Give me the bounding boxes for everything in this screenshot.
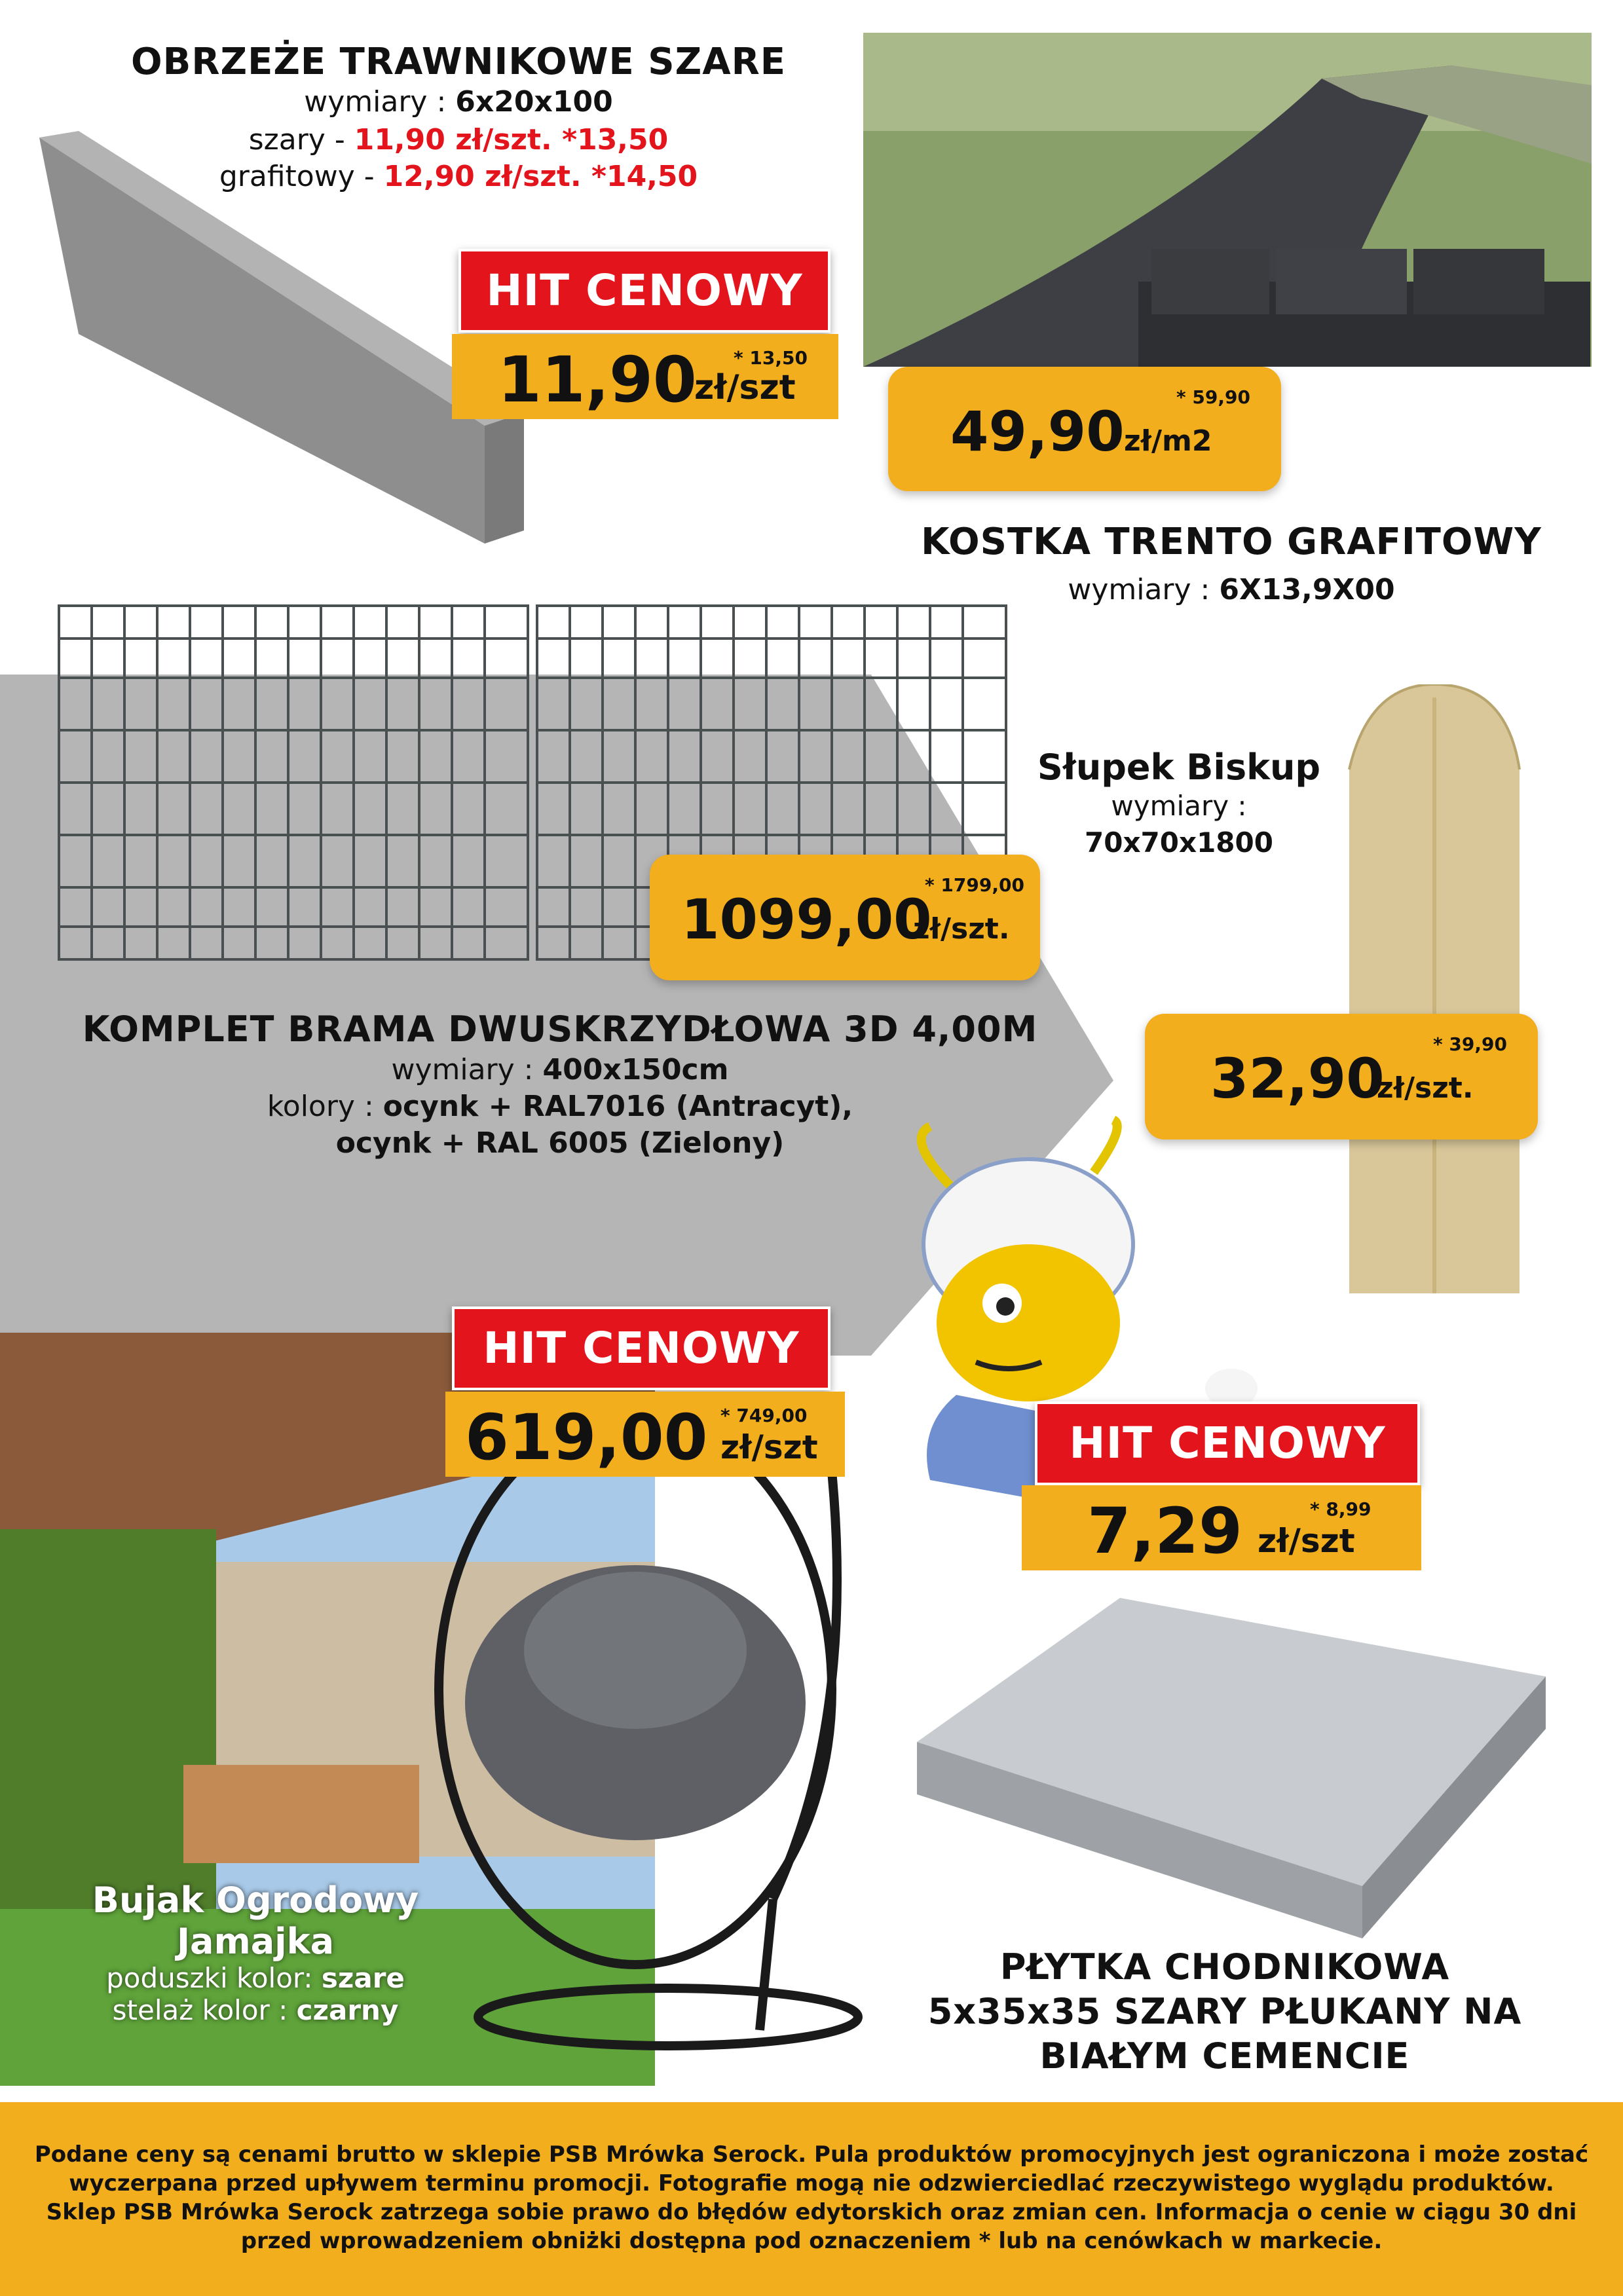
chair-frame — [72, 1994, 439, 2026]
footer-disclaimer — [0, 2102, 1623, 2296]
post-title: Słupek Biskup — [1037, 747, 1321, 788]
edging-dims — [131, 85, 786, 119]
slab-unit: zł/szt — [1258, 1522, 1355, 1560]
gate-price: 1099,00 — [681, 887, 932, 952]
chair-cushion-value: szare — [321, 1962, 405, 1994]
edging-dims-label: wymiary : — [304, 85, 456, 119]
edging-unit: zł/szt — [694, 368, 796, 407]
chair-unit: zł/szt — [720, 1428, 818, 1466]
footer-line-4: przed wprowadzeniem obniżki dostępna pod oznaczeniem * lub na cenówkach w markecie. — [240, 2228, 1383, 2254]
paving-dims-value: 6X13,9X00 — [1219, 573, 1395, 606]
paving-old-price: * 59,90 — [1176, 386, 1250, 408]
edging-dims-value: 6x20x100 — [455, 85, 613, 119]
chair-price: 619,00 — [465, 1401, 708, 1474]
paving-price: 49,90 — [950, 399, 1125, 464]
edging-graphite-price: 12,90 zł/szt. *14,50 — [383, 160, 698, 193]
edging-graphite-label: grafitowy - — [219, 160, 384, 193]
post-dims-label: wymiary : — [1111, 790, 1247, 822]
edging-grey-label: szary - — [248, 123, 354, 157]
chair-title-1: Bujak Ogrodowy — [92, 1879, 419, 1921]
paving-dims-label: wymiary : — [1068, 573, 1220, 606]
footer-line-3: Sklep PSB Mrówka Serock zatrzega sobie prawo do błędów edytorskich oraz zmian cen. Informacja o cenie w ciągu 30 dni — [46, 2199, 1577, 2225]
post-old-price: * 39,90 — [1433, 1033, 1507, 1055]
paving-title: KOSTKA TRENTO GRAFITOWY — [921, 521, 1542, 563]
chair-frame-value: czarny — [296, 1994, 399, 2026]
edging-price: 11,90 — [498, 343, 697, 417]
post-price: 32,90 — [1210, 1046, 1385, 1111]
edging-old-price: * 13,50 — [734, 347, 808, 369]
chair-price-panel — [445, 1392, 845, 1477]
chair-cushion — [72, 1962, 439, 1994]
gate-colors-label: kolory : — [267, 1090, 383, 1123]
gate-dims — [39, 1053, 1081, 1086]
gate-dims-value: 400x150cm — [542, 1053, 729, 1086]
slab-title-1: PŁYTKA CHODNIKOWA — [999, 1946, 1450, 1988]
slab-price-panel — [1022, 1485, 1421, 1570]
paving-price-box — [888, 367, 1281, 491]
post-image — [1343, 684, 1526, 1293]
chair-cushion-label: poduszki kolor: — [106, 1962, 322, 1994]
paving-unit: zł/m2 — [1124, 424, 1212, 458]
gate-title: KOMPLET BRAMA DWUSKRZYDŁOWA 3D 4,00M — [82, 1009, 1038, 1050]
chair-description — [72, 1879, 439, 2026]
gate-colors-value-1: ocynk + RAL7016 (Antracyt), — [382, 1090, 853, 1123]
edging-hit-label: HIT CENOWY — [458, 249, 830, 333]
slab-price: 7,29 — [1087, 1494, 1242, 1568]
edging-title: OBRZEŻE TRAWNIKOWE SZARE — [131, 41, 786, 83]
post-unit: zł/szt. — [1377, 1071, 1474, 1105]
post-dims-value: 70x70x1800 — [1085, 826, 1273, 859]
slab-title-3: BIAŁYM CEMENCIE — [1039, 2035, 1410, 2077]
edging-price-panel — [452, 334, 838, 419]
chair-title-2: Jamajka — [176, 1921, 335, 1962]
chair-frame-label: stelaż kolor : — [112, 1994, 297, 2026]
gate-old-price: * 1799,00 — [925, 874, 1024, 896]
gate-price-box — [650, 855, 1040, 980]
footer-line-2: wyczerpana przed upływem terminu promocji. Fotografie mogą nie odzwierciedlać rzeczywistego wyglądu produktów. — [69, 2170, 1554, 2196]
edging-grey-price: 11,90 zł/szt. *13,50 — [354, 123, 669, 157]
gate-unit: zł/szt. — [913, 912, 1010, 946]
gate-dims-label: wymiary : — [391, 1053, 543, 1086]
paving-photo — [863, 33, 1592, 367]
slab-hit-label: HIT CENOWY — [1035, 1401, 1420, 1485]
slab-image — [904, 1598, 1546, 1938]
slab-title-2: 5x35x35 SZARY PŁUKANY NA — [927, 1991, 1522, 2032]
chair-old-price: * 749,00 — [720, 1405, 808, 1426]
slab-old-price: * 8,99 — [1310, 1498, 1371, 1520]
chair-hit-label: HIT CENOWY — [452, 1306, 830, 1390]
slab-title — [878, 1945, 1572, 2079]
footer-line-1: Podane ceny są cenami brutto w sklepie PSB Mrówka Serock. Pula produktów promocyjnych jest ograniczona i może zostać — [34, 2141, 1589, 2168]
gate-colors-value-2: ocynk + RAL 6005 (Zielony) — [335, 1126, 785, 1160]
